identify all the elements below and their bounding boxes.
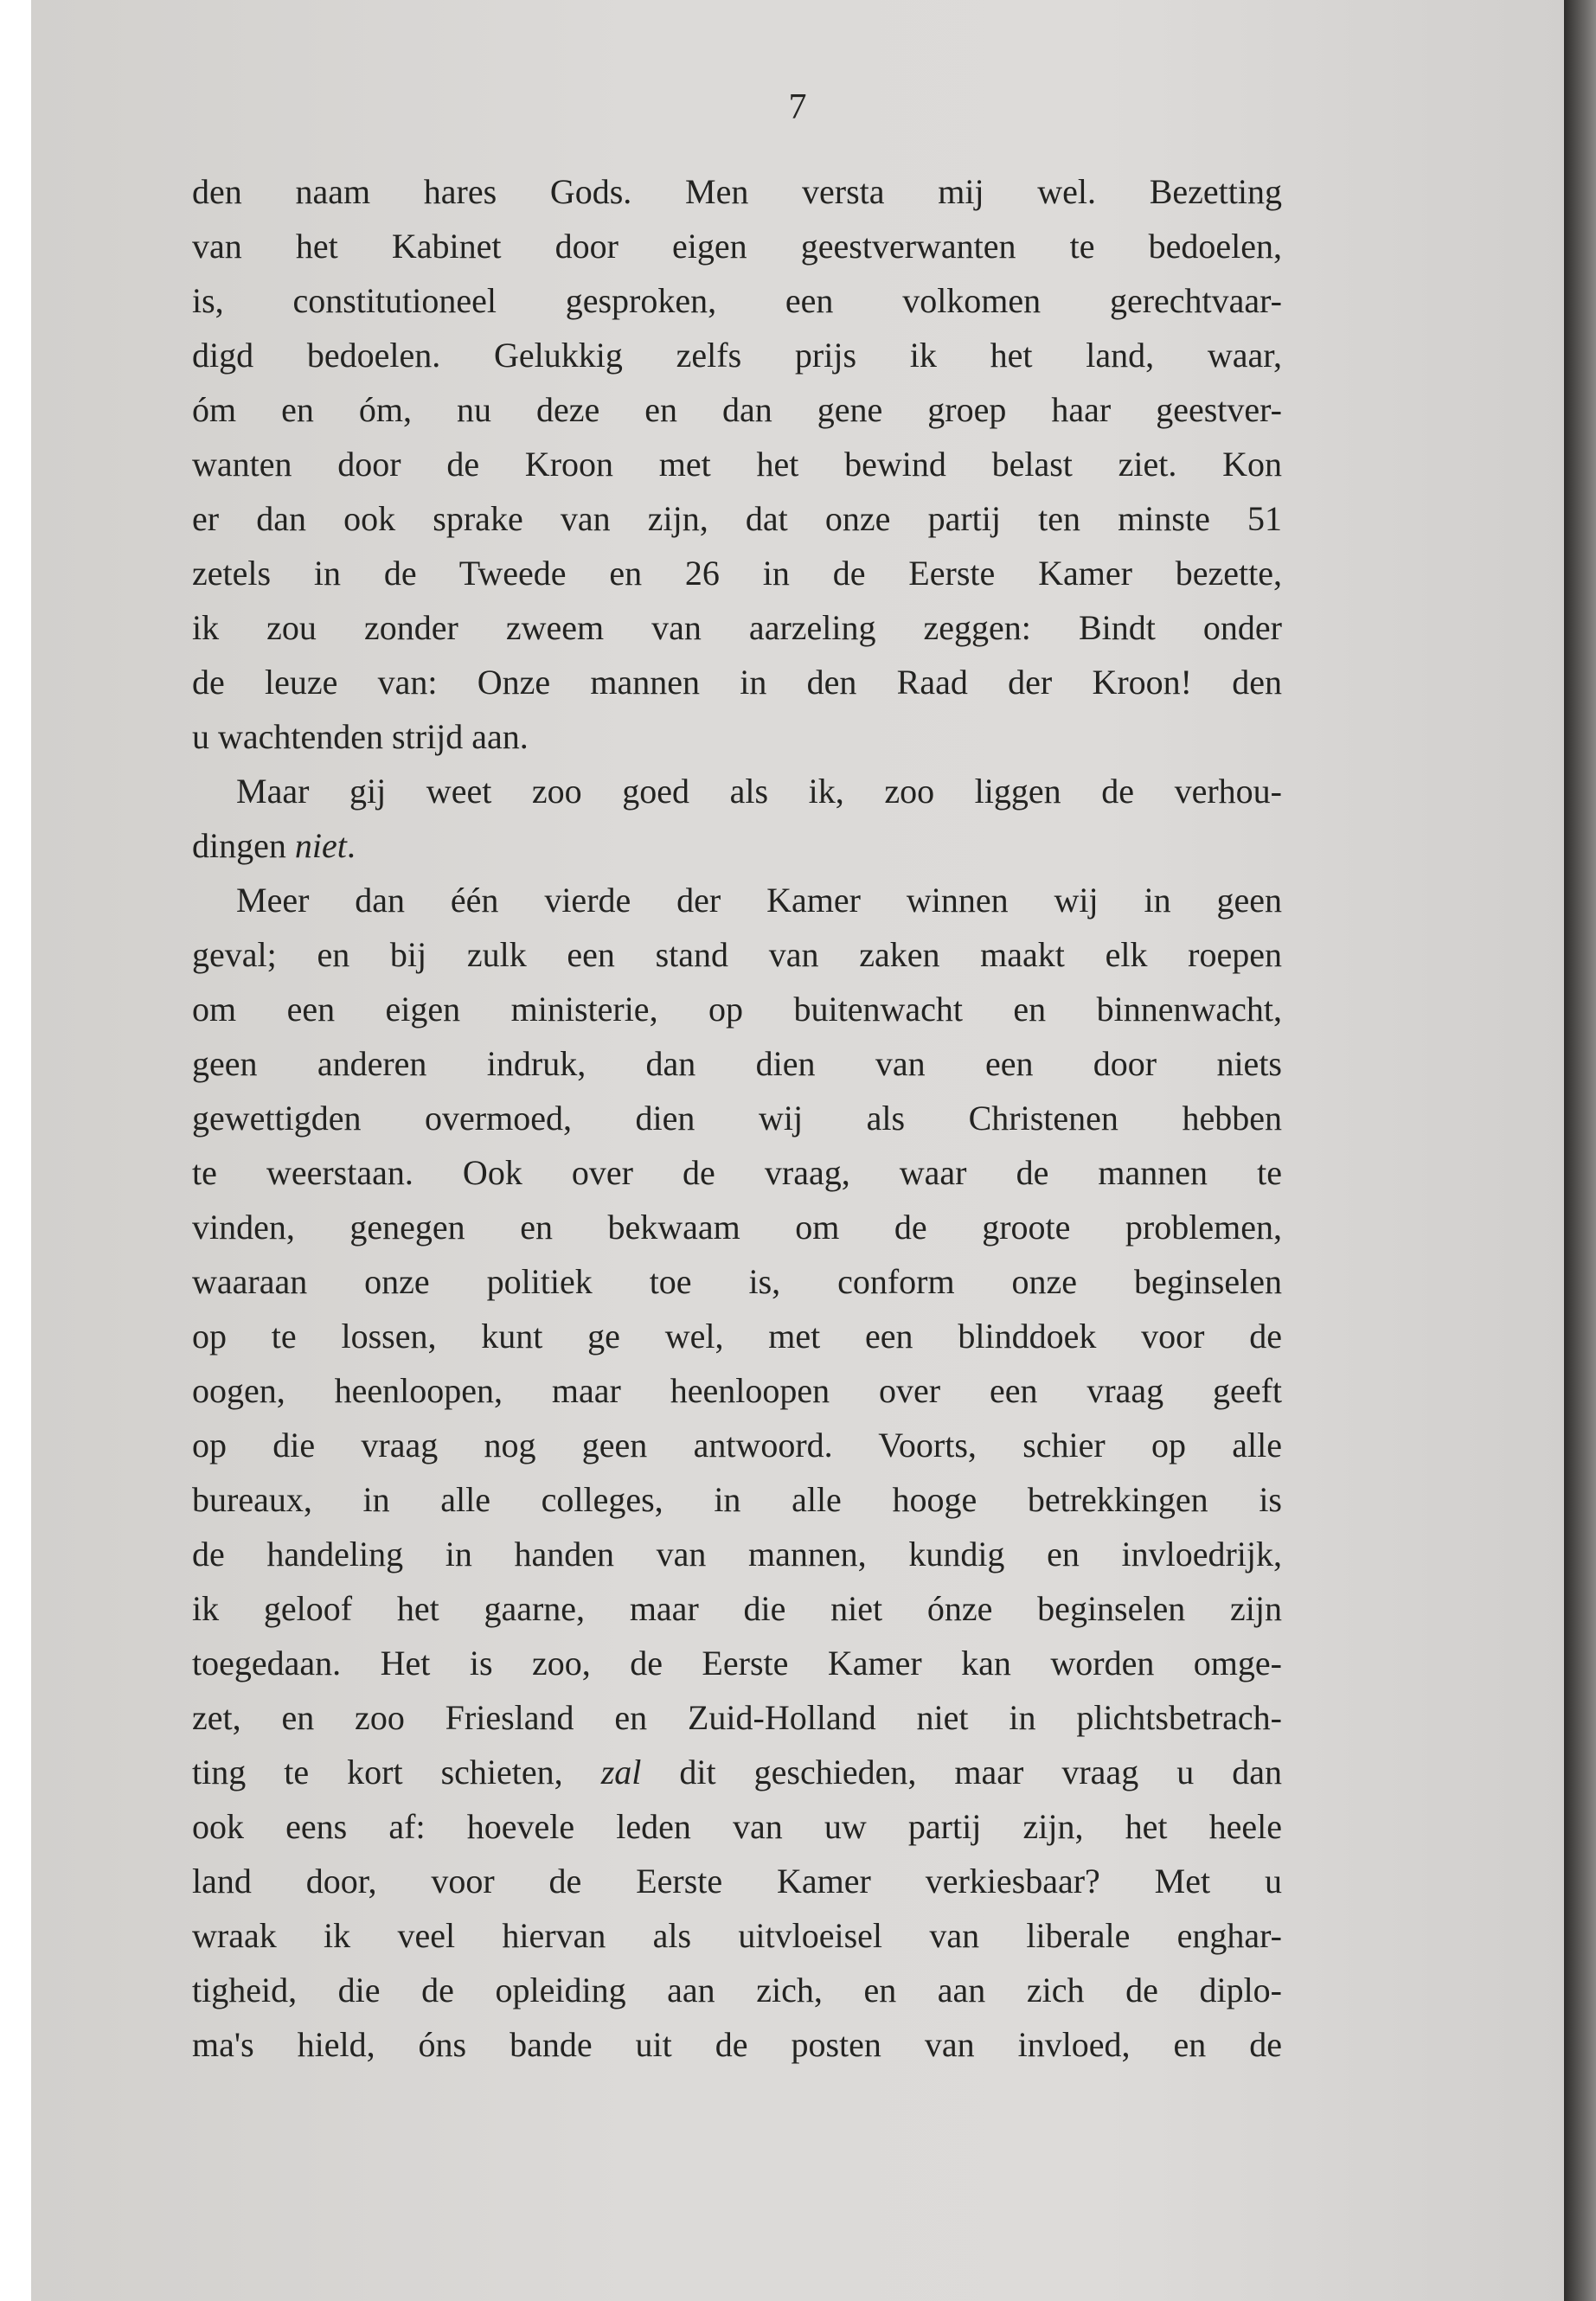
text-fragment: .: [346, 826, 356, 865]
text-line: er dan ook sprake van zijn, dat onze partij ten minste 51: [192, 499, 1282, 538]
text-line: [192, 1745, 1282, 1799]
text-line: op te lossen, kunt ge wel, met een blinddoek voor de: [192, 1317, 1282, 1356]
page-number: 7: [788, 87, 807, 127]
text-line: [192, 818, 1282, 873]
text-line: toegedaan. Het is zoo, de Eerste Kamer kan worden omge-: [192, 1644, 1282, 1682]
emphasized-word: zal: [600, 1753, 642, 1791]
scan-border-left: [0, 0, 31, 2301]
text-line: wanten door de Kroon met het bewind belast ziet. Kon: [192, 445, 1282, 484]
text-line: op die vraag nog geen antwoord. Voorts, schier op alle: [192, 1426, 1282, 1465]
text-line: geen anderen indruk, dan dien van een door niets: [192, 1044, 1282, 1083]
text-line: oogen, heenloopen, maar heenloopen over een vraag geeft: [192, 1371, 1282, 1410]
text-line: de leuze van: Onze mannen in den Raad der Kroon! den: [192, 663, 1282, 702]
text-line: is, constitutioneel gesproken, een volkomen gerechtvaar-: [192, 281, 1282, 320]
text-line: digd bedoelen. Gelukkig zelfs prijs ik het land, waar,: [192, 336, 1282, 375]
text-line: bureaux, in alle colleges, in alle hooge betrekkingen is: [192, 1480, 1282, 1519]
text-line: Maar gij weet zoo goed als ik, zoo liggen de verhou-: [236, 772, 1282, 811]
text-line: om een eigen ministerie, op buitenwacht en binnenwacht,: [192, 990, 1282, 1029]
text-line: ik geloof het gaarne, maar die niet ónze beginselen zijn: [192, 1589, 1282, 1628]
text-line: waaraan onze politiek toe is, conform onze beginselen: [192, 1262, 1282, 1301]
body-text: [192, 164, 1282, 2072]
text-fragment: ting te kort schieten,: [192, 1753, 601, 1791]
text-line: gewettigden overmoed, dien wij als Christenen hebben: [192, 1099, 1282, 1138]
text-line: den naam hares Gods. Men versta mij wel. Bezetting: [192, 172, 1282, 211]
emphasized-word: niet: [294, 826, 347, 865]
text-line: zet, en zoo Friesland en Zuid-Holland niet in plichtsbetrach-: [192, 1698, 1282, 1737]
text-line: van het Kabinet door eigen geestverwanten te bedoelen,: [192, 227, 1282, 266]
text-line: u wachtenden strijd aan.: [192, 717, 529, 756]
text-line: ma's hield, óns bande uit de posten van invloed, en de: [192, 2025, 1282, 2064]
text-line: vinden, genegen en bekwaam om de groote problemen,: [192, 1208, 1282, 1247]
text-line: te weerstaan. Ook over de vraag, waar de mannen te: [192, 1153, 1282, 1192]
book-page: [31, 0, 1564, 2301]
text-fragment: dingen: [192, 826, 295, 865]
text-line: de handeling in handen van mannen, kundig en invloedrijk,: [192, 1535, 1282, 1574]
text-line: tigheid, die de opleiding aan zich, en aan zich de diplo-: [192, 1971, 1282, 2009]
text-line: wraak ik veel hiervan als uitvloeisel van liberale enghar-: [192, 1916, 1282, 1955]
text-line: ik zou zonder zweem van aarzeling zeggen: Bindt onder: [192, 608, 1282, 647]
text-line: land door, voor de Eerste Kamer verkiesbaar? Met u: [192, 1862, 1282, 1900]
text-fragment: dit geschieden, maar vraag u dan: [641, 1753, 1282, 1791]
text-line: Meer dan één vierde der Kamer winnen wij in geen: [236, 881, 1282, 920]
text-line: ook eens af: hoevele leden van uw partij zijn, het heele: [192, 1807, 1282, 1846]
scan-border-right: [1564, 0, 1596, 2301]
text-line: óm en óm, nu deze en dan gene groep haar geestver-: [192, 390, 1282, 429]
text-line: zetels in de Tweede en 26 in de Eerste Kamer bezette,: [192, 554, 1282, 593]
text-line: geval; en bij zulk een stand van zaken maakt elk roepen: [192, 935, 1282, 974]
